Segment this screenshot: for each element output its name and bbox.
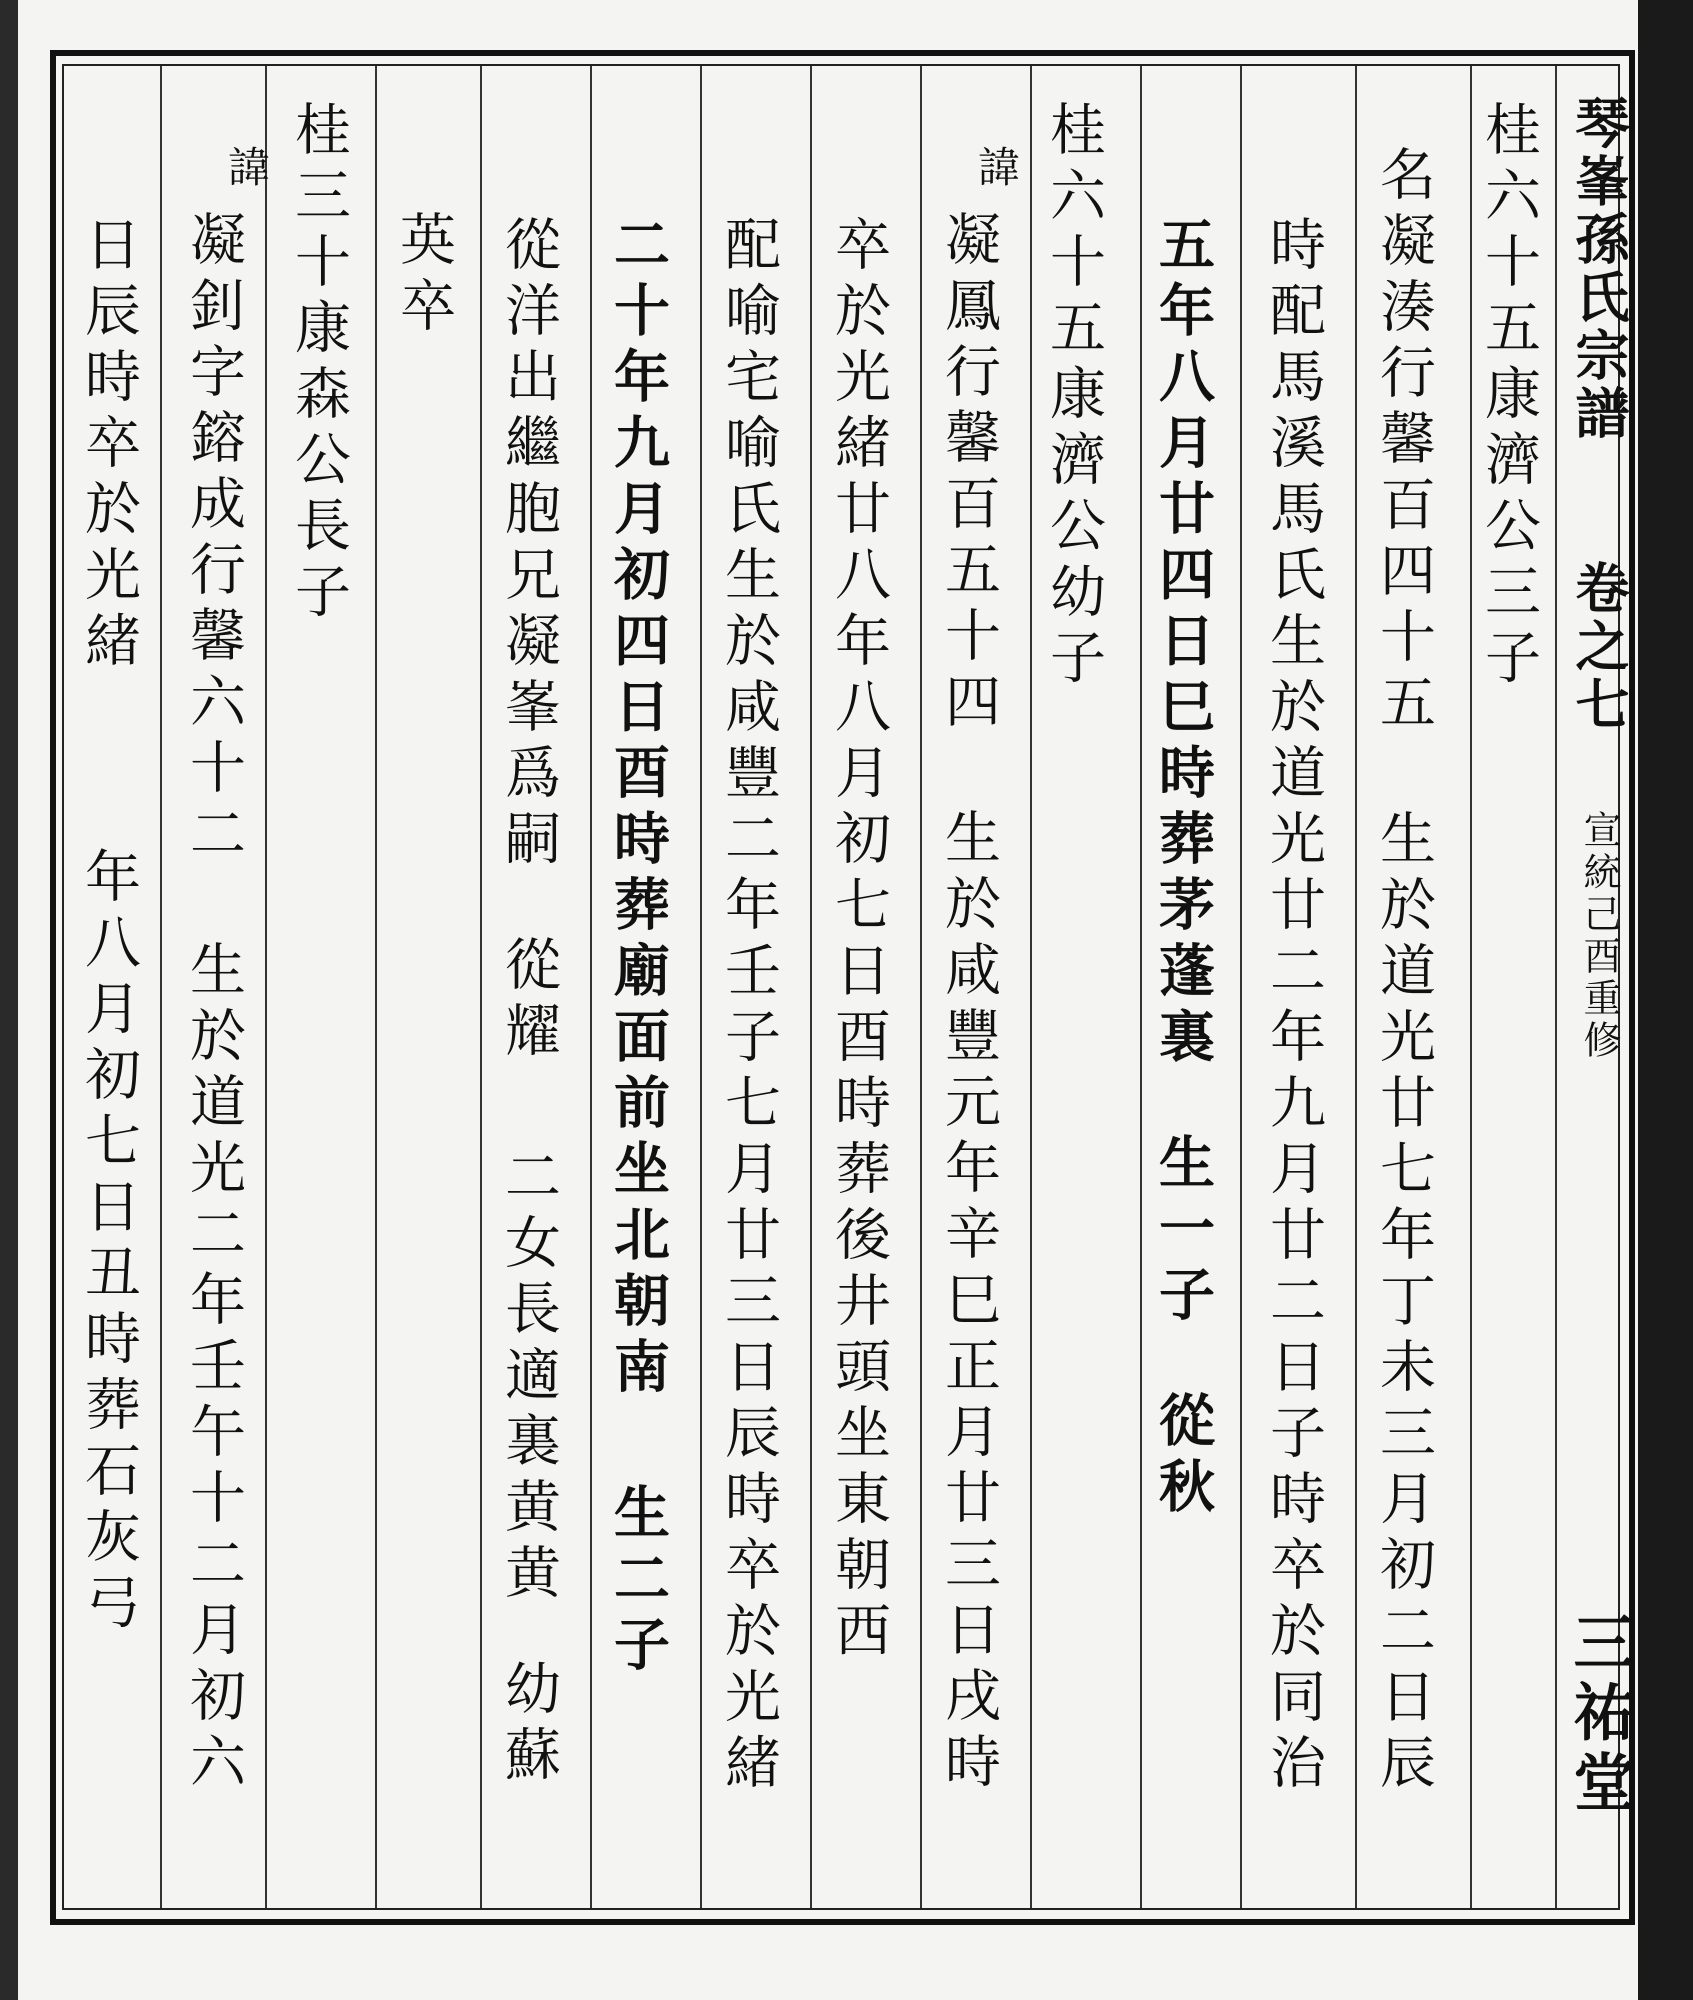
text-column: 時配馬溪馬氏生於道光廿二年九月廿二日子時卒於同治 xyxy=(1261,215,1326,1799)
text-column: 從洋出繼胞兄凝峯爲嗣從耀二女長適裏黄黄幼蘇 xyxy=(496,215,561,1791)
text-column: 二十年九月初四日酉時葬廟面前坐北朝南生二子 xyxy=(605,215,671,1681)
text-column: 卒於光緒廿八年八月初七日酉時葬後井頭坐東朝西 xyxy=(826,215,891,1667)
column-rule xyxy=(700,66,702,1908)
text-column: 配喻宅喻氏生於咸豐二年壬子七月廿三日辰時卒於光緒 xyxy=(716,215,781,1799)
column-rule xyxy=(1140,66,1142,1908)
text-column: 英卒 xyxy=(391,210,456,342)
column-rule xyxy=(480,66,482,1908)
column-rule xyxy=(1240,66,1242,1908)
margin-rule xyxy=(1555,66,1557,1908)
text-column: 五年八月廿四日巳時葬茅蓬裏生一子從秋 xyxy=(1150,215,1216,1523)
column-rule xyxy=(265,66,267,1908)
column-rule xyxy=(920,66,922,1908)
column-rule xyxy=(1470,66,1472,1908)
entry-heading: 桂六十五康濟公三子 xyxy=(1476,100,1541,694)
margin-edition: 宣統己酉重修 xyxy=(1577,810,1621,1062)
honorific-marker: 諱 xyxy=(972,145,1021,193)
text-column: 凝釗字鎔成行馨六十二生於道光二年壬午十二月初六 xyxy=(181,210,246,1798)
text-column: 名凝湊行馨百四十五生於道光廿七年丁未三月初二日辰 xyxy=(1371,145,1436,1799)
margin-book-title: 琴峯孫氏宗譜 xyxy=(1567,95,1631,443)
margin-hall-name: 三祐堂 xyxy=(1563,1610,1636,1820)
column-rule xyxy=(1030,66,1032,1908)
page-binding-edge xyxy=(0,0,18,2000)
column-rule xyxy=(375,66,377,1908)
margin-volume: 卷之七 xyxy=(1567,560,1631,734)
honorific-marker: 諱 xyxy=(222,145,271,193)
column-rule xyxy=(590,66,592,1908)
column-rule xyxy=(160,66,162,1908)
entry-heading: 桂六十五康濟公幼子 xyxy=(1041,100,1106,694)
page-edge-shadow xyxy=(1638,0,1693,2000)
column-rule xyxy=(810,66,812,1908)
text-column: 凝鳳行馨百五十四生於咸豐元年辛巳正月廿三日戌時 xyxy=(936,210,1001,1798)
entry-heading: 桂三十康森公長子 xyxy=(286,100,351,628)
column-rule xyxy=(1355,66,1357,1908)
text-column: 日辰時卒於光緒年八月初七日丑時葬石灰弓 xyxy=(76,215,141,1639)
